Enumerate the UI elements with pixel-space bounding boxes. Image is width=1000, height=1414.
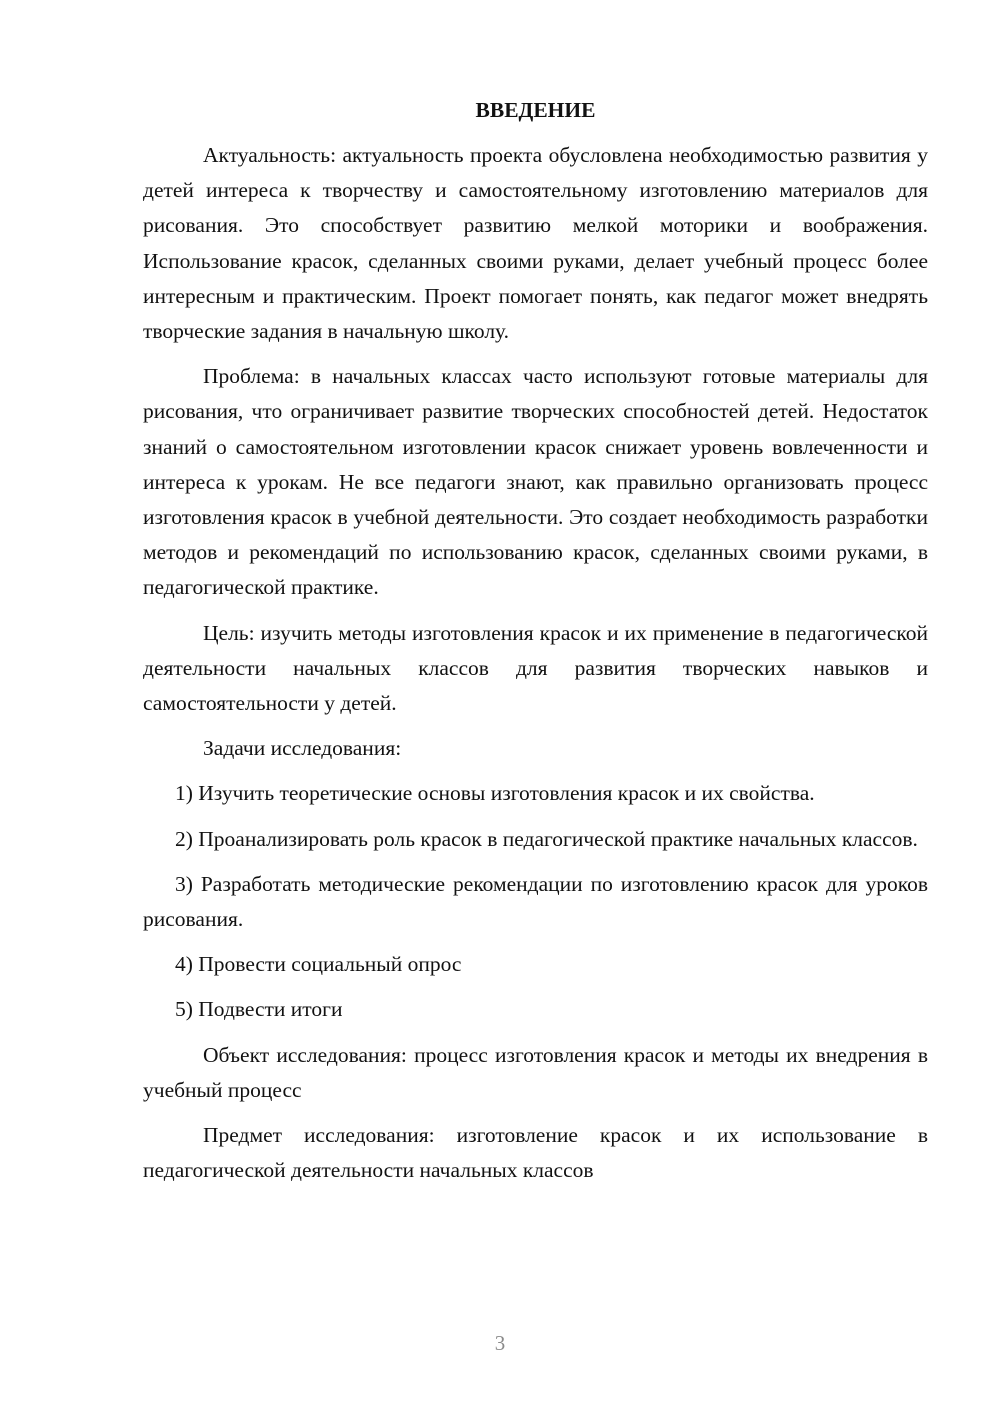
section-title: ВВЕДЕНИЕ (475, 98, 596, 122)
paragraph-goal: Цель: изучить методы изготовления красок и их применение в педагогической деятельности начальных классов для развития творческих навыков и самостоятельности у детей. (143, 620, 928, 716)
task-item-2: 2) Проанализировать роль красок в педагогической практике начальных классов. (175, 826, 918, 851)
paragraph-object: Объект исследования: процесс изготовления красок и методы их внедрения в учебный процесс (143, 1042, 928, 1102)
paragraph-problem: Проблема: в начальных классах часто используют готовые материалы для рисования, что ограничивает развитие творческих способностей детей. Недостаток знаний о самостоятельном изготовлении красок снижает уровень вовлеченности и интереса к урокам. Не все педагоги знают, как правильно организовать процесс изготовления красок в учебной деятельности. Это создает необходимость разработки методов и рекомендаций по использованию красок, сделанных своими руками, в педагогической практике. (143, 364, 928, 600)
paragraph-relevance: Актуальность: актуальность проекта обусловлена необходимостью развития у детей интереса к творчеству и самостоятельному изготовлению материалов для рисования. Это способствует развитию мелкой моторики и воображения. Использование красок, сделанных своими руками, делает учебный процесс более интересным и практическим. Проект помогает понять, как педагог может внедрять творческие задания в начальную школу. (143, 143, 928, 344)
task-item-4: 4) Провести социальный опрос (175, 952, 462, 977)
paragraph-subject: Предмет исследования: изготовление красок и их использование в педагогической деятельности начальных классов (143, 1123, 928, 1183)
page-content (143, 93, 928, 1198)
task-item-1: 1) Изучить теоретические основы изготовления красок и их свойства. (175, 781, 815, 806)
page-number: 3 (494, 1331, 506, 1355)
task-item-3: 3) Разработать методические рекомендации по изготовлению красок для уроков рисования. (143, 871, 928, 932)
paragraph-tasks-heading: Задачи исследования: (203, 736, 402, 761)
task-item-5: 5) Подвести итоги (175, 997, 343, 1022)
